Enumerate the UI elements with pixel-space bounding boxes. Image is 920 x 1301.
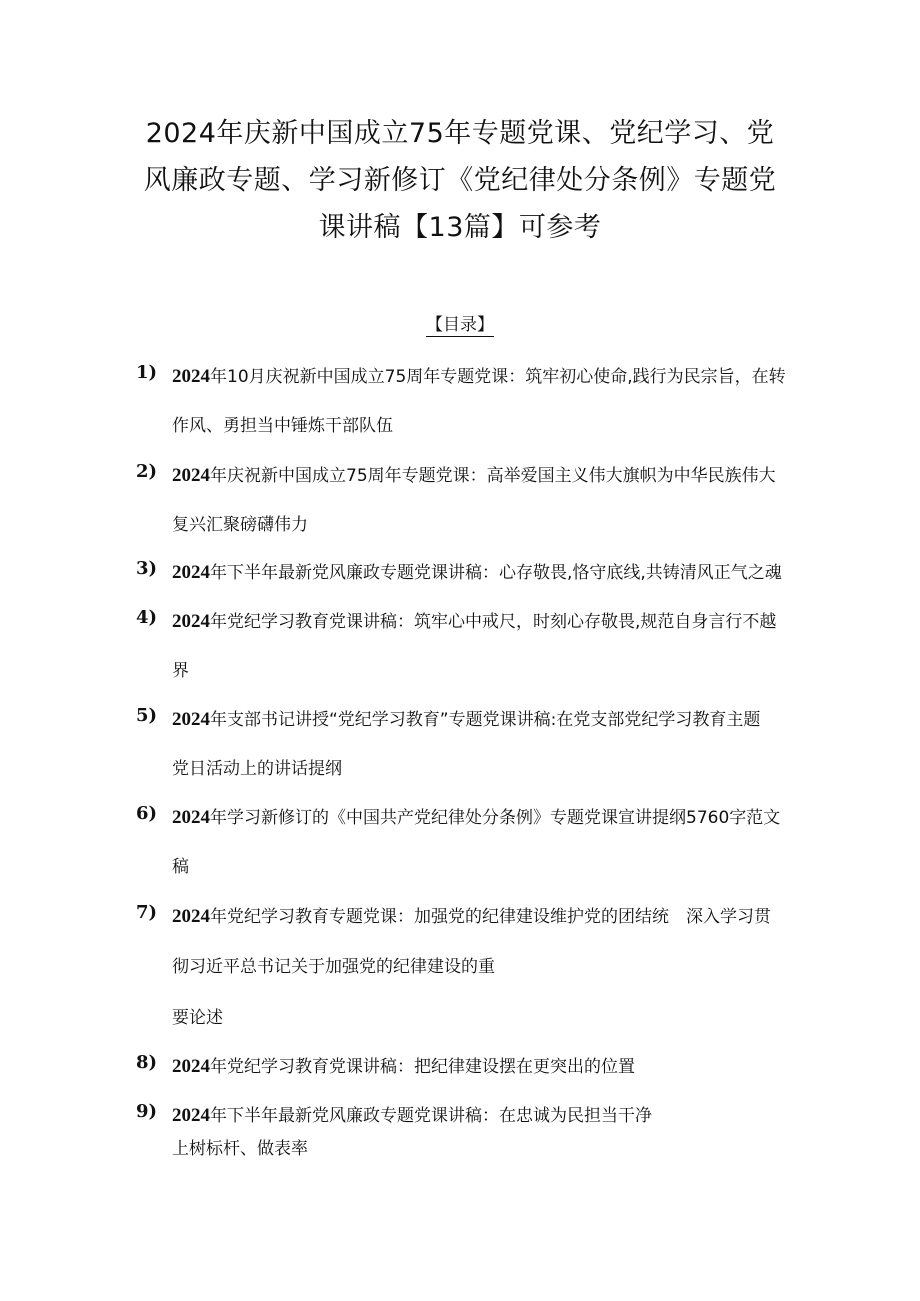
toc-item-line: [172, 803, 780, 829]
toc-item-text: 年学习新修订的《中国共产党纪律处分条例》专题党课宣讲提纲5760字范文: [210, 808, 781, 828]
toc-item-year: 2024: [172, 807, 210, 828]
title-line-2: 风廉政专题、学习新修订《党纪律处分条例》专题党: [143, 165, 777, 196]
toc-item-line-continued: 稿: [172, 857, 189, 877]
toc-item-line-continued: 党日活动上的讲话提纲: [172, 759, 342, 779]
toc-item-line-continued: 复兴汇聚磅礴伟力: [172, 515, 308, 535]
toc-item-year: 2024: [172, 906, 210, 927]
toc-heading-text: 【目录】: [426, 315, 494, 335]
toc-item-year: 2024: [172, 709, 210, 730]
toc-item-text: 年下半年最新党风廉政专题党课讲稿：心存敬畏,恪守底线,共铸清风正气之魂: [210, 563, 782, 583]
toc-item-text: 年党纪学习教育党课讲稿：把纪律建设摆在更突出的位置: [210, 1057, 635, 1077]
title-line-3: 课讲稿【13篇】可参考: [318, 212, 602, 243]
toc-item-number: 3): [136, 558, 158, 579]
toc-item-text: 年党纪学习教育党课讲稿：筑牢心中戒尺，时刻心存敬畏,规范自身言行不越: [210, 612, 777, 632]
toc-item-text: 年庆祝新中国成立75周年专题党课：高举爱国主义伟大旗帜为中华民族伟大: [210, 466, 776, 486]
toc-item-number: 6): [136, 803, 158, 824]
toc-item-year: 2024: [172, 465, 210, 486]
toc-item-text: 年支部书记讲授“党纪学习教育”专题党课讲稿:在党支部党纪学习教育主题: [210, 710, 761, 730]
toc-item-line-continued: 作风、勇担当中锤炼干部队伍: [172, 416, 393, 436]
toc-item-line: [172, 362, 786, 388]
toc-item-line-continued: 彻习近平总书记关于加强党的纪律建设的重: [172, 957, 495, 977]
toc-item-line: [172, 558, 782, 584]
toc-item-number: 9): [136, 1101, 158, 1122]
toc-item-line: [172, 1052, 635, 1078]
document-title: [140, 110, 780, 251]
toc-item-year: 2024: [172, 562, 210, 583]
toc-item-line: [172, 461, 776, 487]
toc-item-number: 4): [136, 607, 158, 628]
toc-item-year: 2024: [172, 366, 210, 387]
toc-item-text: 年10月庆祝新中国成立75周年专题党课：筑牢初心使命,践行为民宗旨，在转: [210, 367, 786, 387]
toc-item-year: 2024: [172, 1056, 210, 1077]
toc-item-year: 2024: [172, 611, 210, 632]
title-line-1: 2024年庆新中国成立75年专题党课、党纪学习、党: [145, 118, 775, 149]
toc-item-year: 2024: [172, 1105, 210, 1126]
toc-item-line-continued: 界: [172, 661, 189, 681]
toc-item-line: [172, 1101, 652, 1127]
toc-item-number: 8): [136, 1052, 158, 1073]
toc-item-number: 1): [136, 362, 158, 383]
toc-item-line: [172, 607, 776, 633]
toc-item-line: [172, 902, 771, 928]
toc-item-line-continued: 上树标杆、做表率: [172, 1139, 308, 1159]
toc-item-line-continued: 要论述: [172, 1008, 223, 1028]
toc-item-number: 7): [136, 902, 158, 923]
toc-item-number: 2): [136, 461, 158, 482]
toc-heading: [0, 314, 920, 336]
toc-item-line: [172, 705, 760, 731]
toc-item-number: 5): [136, 705, 158, 726]
toc-item-text: 年党纪学习教育专题党课：加强党的纪律建设维护党的团结统 深入学习贯: [210, 907, 771, 927]
toc-item-text: 年下半年最新党风廉政专题党课讲稿：在忠诚为民担当干净: [210, 1106, 652, 1126]
